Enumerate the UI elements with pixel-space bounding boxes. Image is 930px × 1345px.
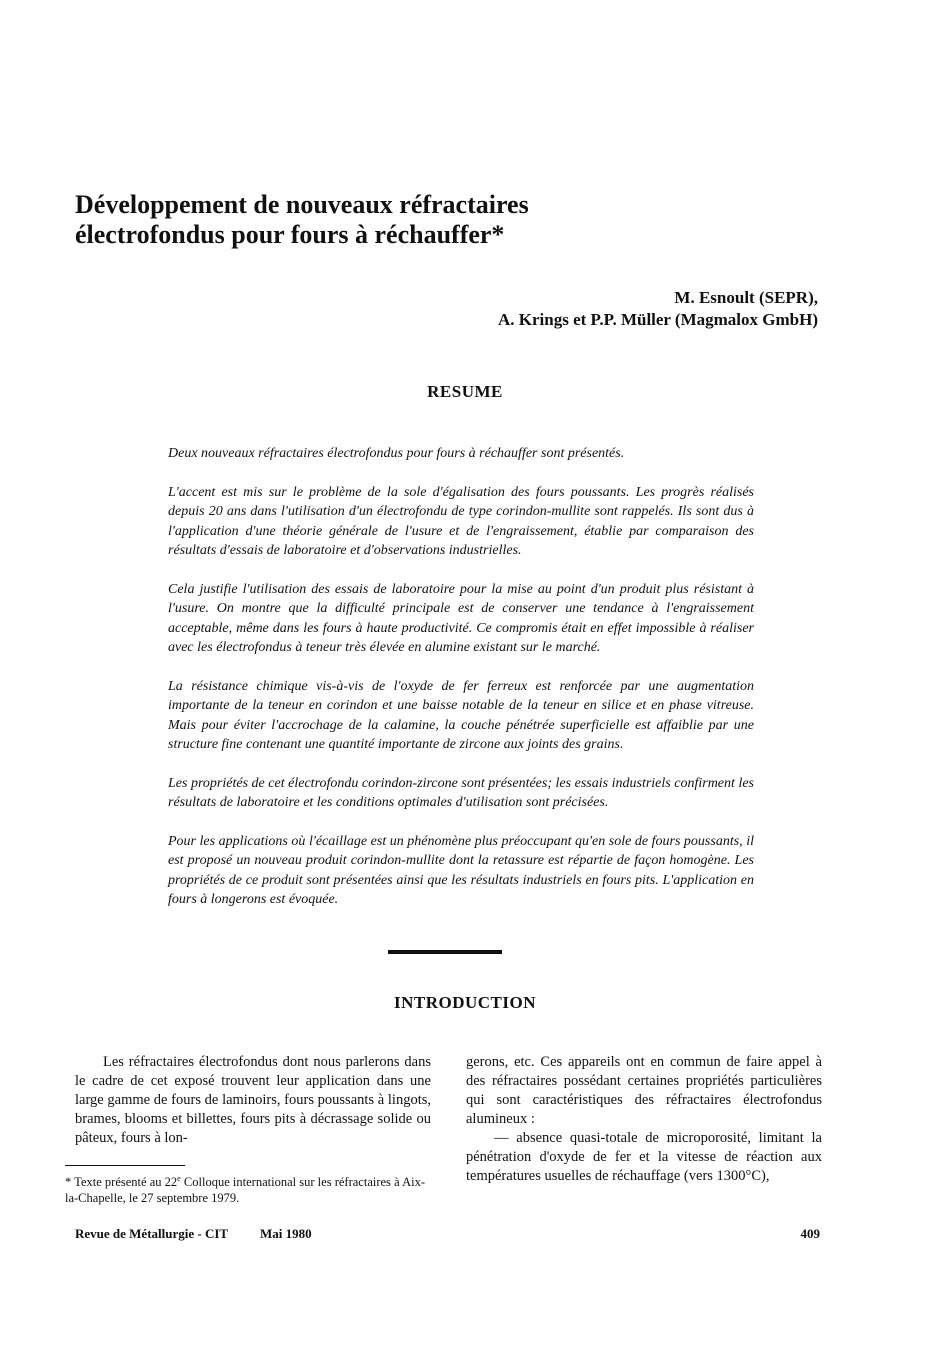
abstract-paragraph: La résistance chimique vis-à-vis de l'oxyde de fer ferreux est renforcée par une augmentation importante de la teneur en corindon et une baisse notable de la teneur en silice et en phase vitreuse. Mais pour éviter l'accrochage de la calamine, la couche pénétrée superficielle est affaiblie par une structure fine contenant une quantité importante de zircone aux joints des grains. <box>168 678 754 752</box>
author-line-2: A. Krings et P.P. Müller (Magmalox GmbH) <box>498 310 818 329</box>
intro-column-left <box>75 1053 431 1148</box>
abstract <box>168 444 754 929</box>
abstract-paragraph: Les propriétés de cet électrofondu corindon-zircone sont présentées; les essais industriels confirment les résultats de laboratoire et les conditions optimales d'utilisation sont précisées. <box>168 775 754 810</box>
article-title <box>75 190 775 250</box>
intro-paragraph: Les réfractaires électrofondus dont nous parlerons dans le cadre de cet exposé trouvent leur application dans une large gamme de fours de laminoirs, fours poussants à lingots, brames, blooms et billettes, fours pits à décrassage solide ou pâteux, fours à lon- <box>75 1054 431 1146</box>
intro-column-right <box>466 1053 822 1186</box>
issue-date: Mai 1980 <box>260 1226 312 1241</box>
footnote-text-start: * Texte présenté au 22 <box>65 1175 178 1189</box>
title-line-2: électrofondus pour fours à réchauffer* <box>75 220 505 249</box>
footnote-rule <box>65 1165 185 1166</box>
resume-heading: RESUME <box>427 382 503 401</box>
abstract-paragraph: Cela justifie l'utilisation des essais de laboratoire pour la mise au point d'un produit plus résistant à l'usure. On montre que la difficulté principale est de conserver une tendance à l'engraissement acceptable, même dans les fours à haute productivité. Ce compromis était en effet impossible à réaliser avec les électrofondus à teneur très élevée en alumine existant sur le marché. <box>168 581 754 655</box>
introduction-heading: INTRODUCTION <box>393 993 537 1012</box>
abstract-paragraph: L'accent est mis sur le problème de la sole d'égalisation des fours poussants. Les progrès réalisés depuis 20 ans dans l'utilisation d'un électrofondu de type corindon-mullite sont rappelés. Ils sont dus à l'application d'une théorie générale de l'usure et de l'engraissement, établie par comparaison des résultats d'essais de laboratoire et d'observations industrielles. <box>168 484 754 558</box>
author-block <box>498 287 818 331</box>
title-line-1: Développement de nouveaux réfractaires <box>75 190 529 219</box>
intro-paragraph: — absence quasi-totale de microporosité, limitant la pénétration d'oxyde de fer et la vitesse de réaction aux températures usuelles de réchauffage (vers 1300°C), <box>466 1130 822 1184</box>
abstract-paragraph: Deux nouveaux réfractaires électrofondus pour fours à réchauffer sont présentés. <box>168 446 625 461</box>
abstract-paragraph: Pour les applications où l'écaillage est un phénomène plus préoccupant qu'en sole de fours poussants, il est proposé un nouveau produit corindon-mullite dont la retassure est répartie de façon homogène. Les propriétés de ce produit sont présentées ainsi que les résultats industriels en fours pits. L'application en fours à longerons est évoquée. <box>168 833 754 907</box>
footnote-superscript: e <box>177 1173 181 1183</box>
journal-name: Revue de Métallurgie - CIT <box>75 1226 229 1241</box>
author-line-1: M. Esnoult (SEPR), <box>674 288 818 307</box>
intro-paragraph: gerons, etc. Ces appareils ont en commun de faire appel à des réfractaires possédant certaines propriétés particulières qui sont caractéristiques des réfractaires électrofondus alumineux : <box>466 1054 822 1127</box>
page-number: 409 <box>800 1226 820 1241</box>
footnote <box>65 1174 425 1206</box>
footnote-text-end: Colloque international sur les réfractaires à Aix-la-Chapelle, le 27 septembre 1979. <box>65 1175 425 1205</box>
section-divider <box>388 950 502 954</box>
